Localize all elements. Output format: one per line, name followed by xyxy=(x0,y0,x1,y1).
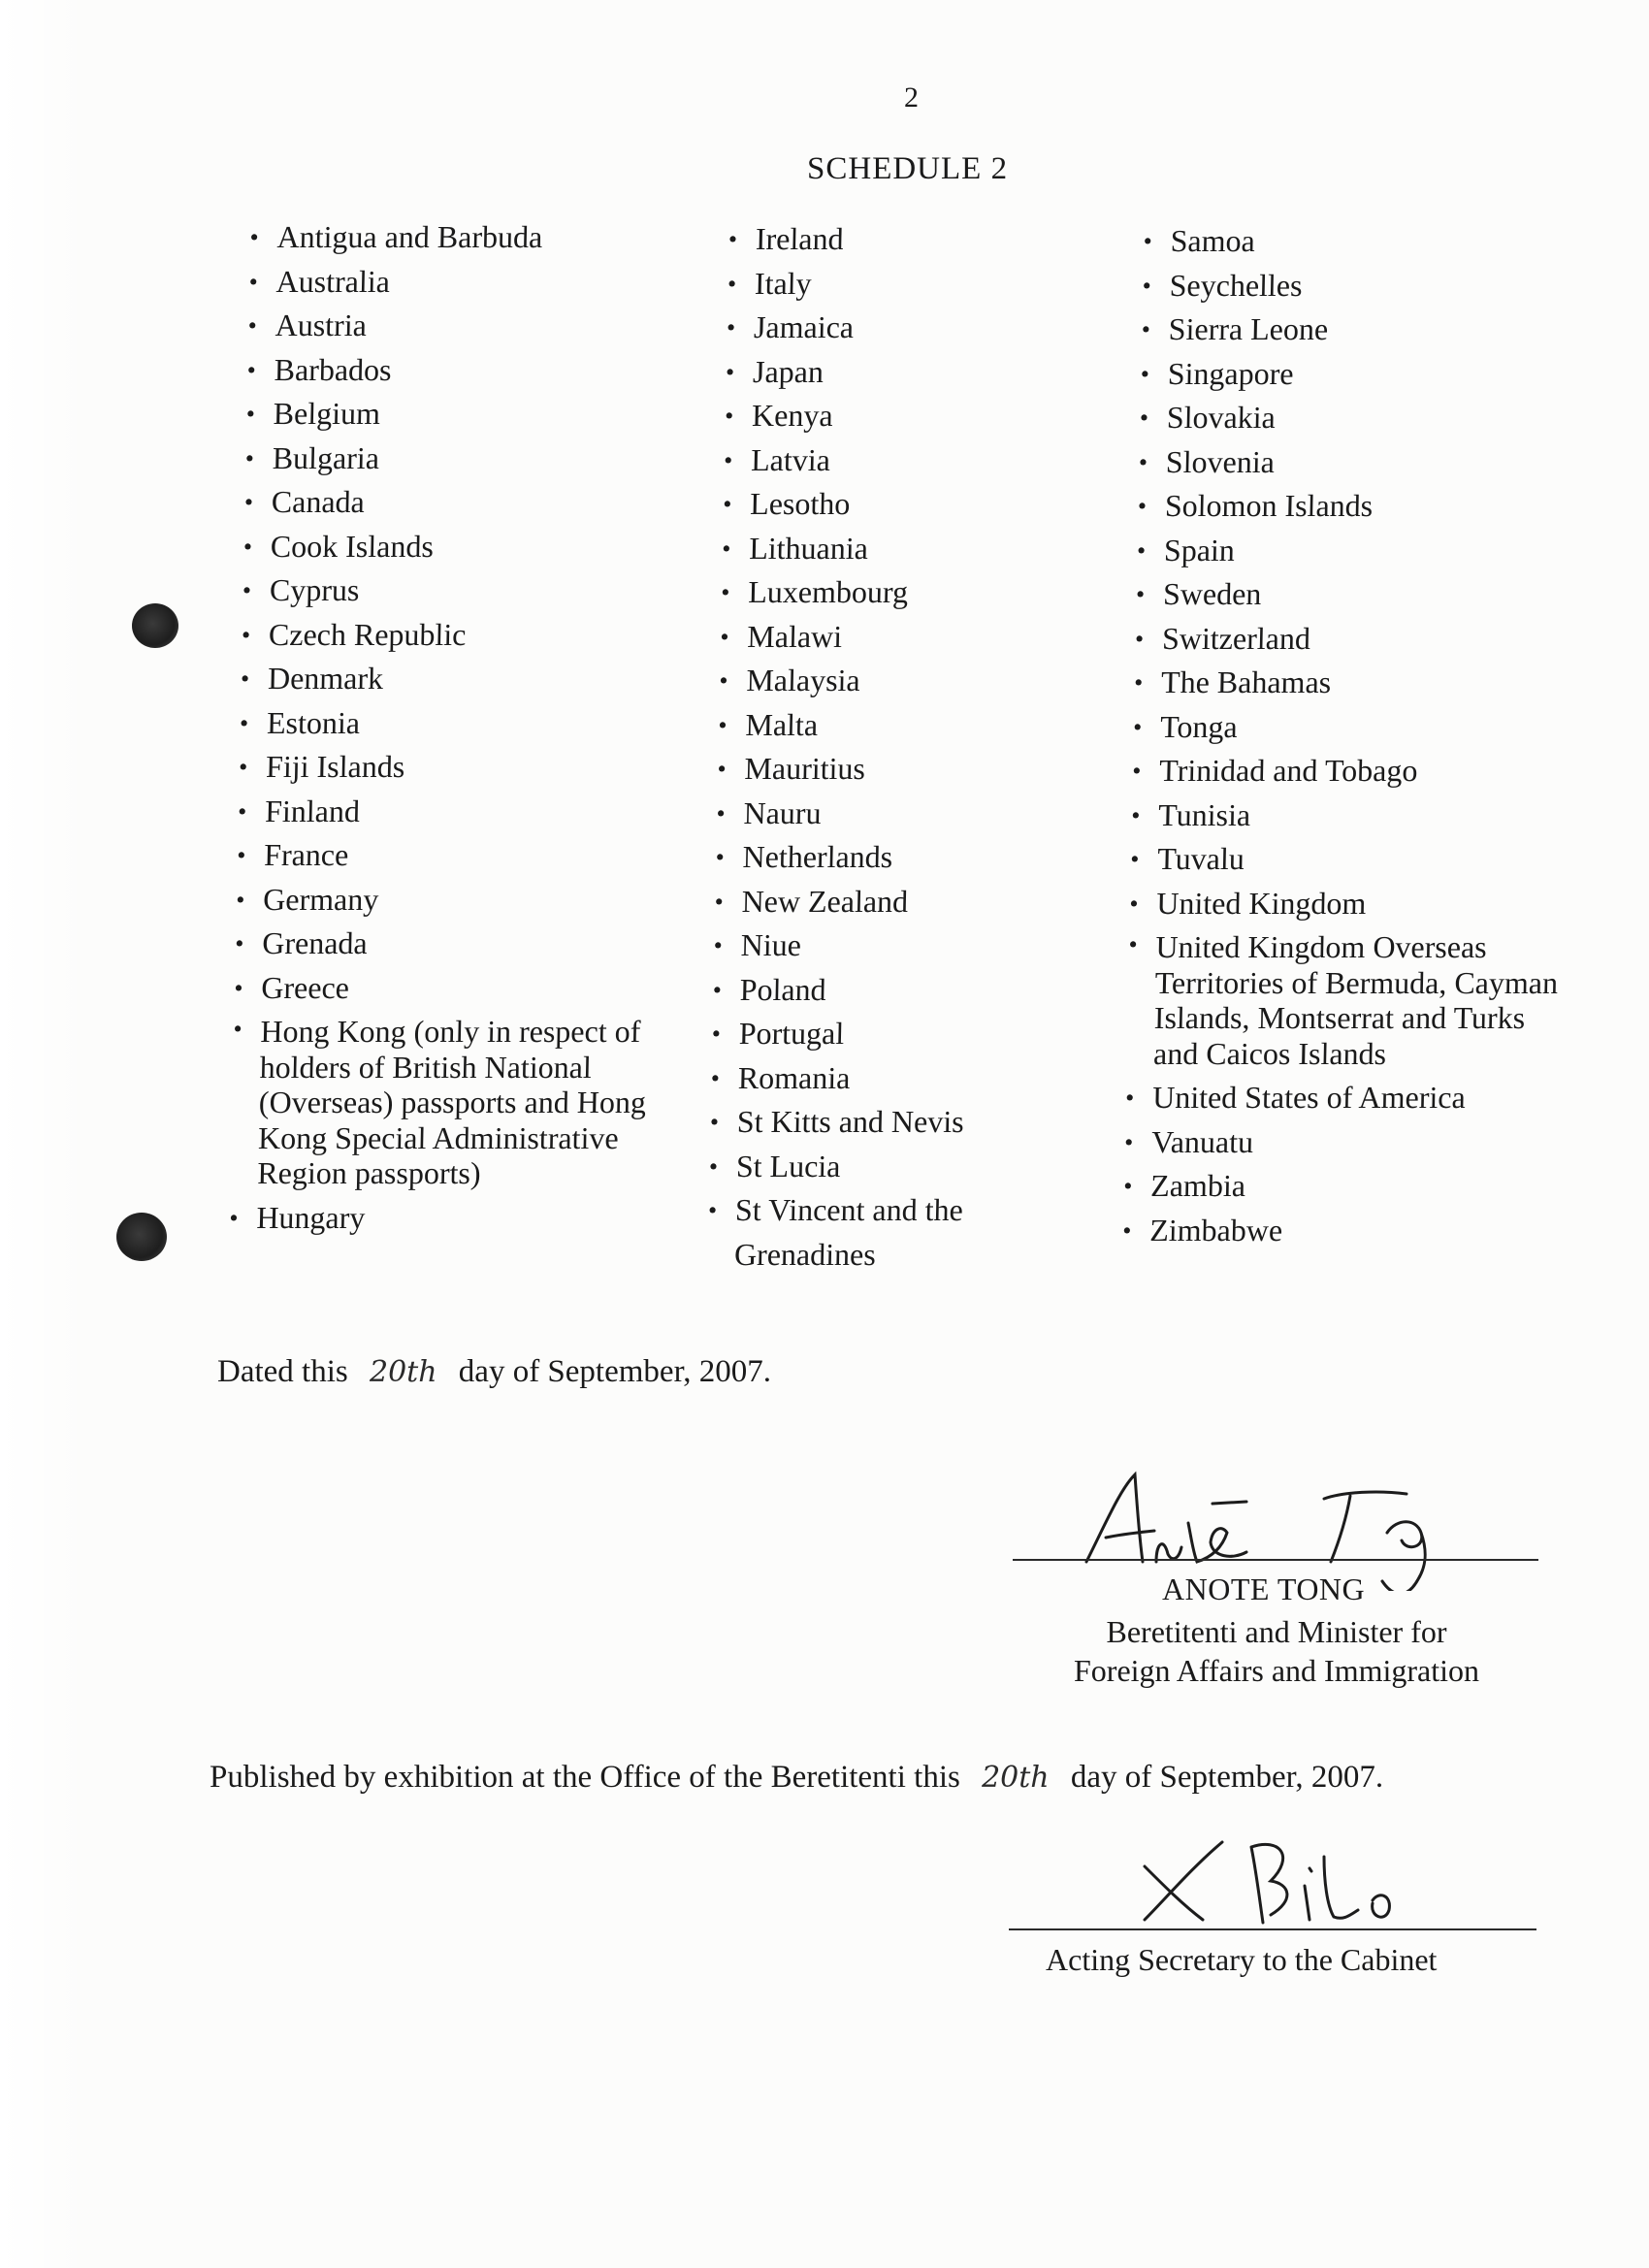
country-list-item: • Bulgaria xyxy=(244,437,701,481)
country-list-item: • Spain xyxy=(1137,529,1584,573)
published-prefix: Published by exhibition at the Office of the Beretitenti this xyxy=(210,1760,960,1795)
country-list-item: • Barbados xyxy=(246,348,703,393)
country-list-item: • Malaysia xyxy=(719,659,1040,703)
country-list-item: • Nauru xyxy=(716,792,1037,836)
country-list-item: • Malawi xyxy=(720,615,1041,660)
scan-edge-left xyxy=(0,0,87,2268)
country-list-item: • New Zealand xyxy=(714,880,1035,924)
signature-line-secretary xyxy=(1009,1928,1536,1930)
country-list-item: • Slovenia xyxy=(1138,440,1585,485)
country-list-item: • Denmark xyxy=(241,657,697,701)
country-list-item: • Switzerland xyxy=(1135,617,1582,662)
country-list-item: • Portugal xyxy=(711,1012,1032,1056)
country-list-column-3 xyxy=(1122,219,1590,1252)
dated-line xyxy=(217,1354,771,1390)
country-list-item: • Australia xyxy=(248,260,705,305)
country-list-item: • Estonia xyxy=(240,701,696,746)
country-list-item: • Ireland xyxy=(728,217,1049,262)
country-list-item: • Tonga xyxy=(1133,705,1580,750)
country-list-item: • St Kitts and Nevis xyxy=(709,1100,1030,1145)
published-suffix: day of September, 2007. xyxy=(1070,1760,1384,1795)
country-list-item: • United Kingdom xyxy=(1129,882,1576,926)
country-list-item: • Grenada xyxy=(235,922,692,966)
country-list-item: • Fiji Islands xyxy=(239,745,695,790)
country-list-item: • Antigua and Barbuda xyxy=(249,215,706,260)
country-list-item: • Germany xyxy=(236,878,693,923)
country-list-item: • Hungary xyxy=(229,1196,686,1241)
country-list-item: • Poland xyxy=(712,968,1033,1013)
country-list-item: • Czech Republic xyxy=(242,613,698,658)
country-list-item: • Hong Kong (only in respect of holders of British National (Overseas) passports and Hong Kong Special Administrative Region passports) xyxy=(230,1010,690,1196)
country-list-item: • Austria xyxy=(247,304,704,348)
country-list-item: • Solomon Islands xyxy=(1137,484,1584,529)
signatory-title-line-1: Beretitenti and Minister for xyxy=(1106,1614,1447,1649)
published-day-handwritten: 20th xyxy=(982,1761,1050,1795)
country-list-item: • Luxembourg xyxy=(721,570,1042,615)
acting-secretary-title: Acting Secretary to the Cabinet xyxy=(1046,1942,1438,1977)
country-list-item: • Belgium xyxy=(245,392,702,437)
country-list-item: • Sierra Leone xyxy=(1141,308,1588,352)
country-list-item: • Sweden xyxy=(1136,572,1583,617)
country-list-item: • Singapore xyxy=(1140,352,1587,397)
country-list-column-1 xyxy=(229,215,706,1240)
country-list-item: • Cook Islands xyxy=(242,525,699,569)
signatory-title-line-2: Foreign Affairs and Immigration xyxy=(1074,1653,1479,1688)
country-list-item: • Malta xyxy=(718,703,1039,748)
country-list-item: • Seychelles xyxy=(1142,264,1589,308)
schedule-title: SCHEDULE 2 xyxy=(807,151,1009,186)
country-list-item: • Slovakia xyxy=(1139,396,1586,440)
country-list-item: • St Lucia xyxy=(708,1145,1029,1189)
page-number: 2 xyxy=(904,81,919,113)
dated-day-handwritten: 20th xyxy=(369,1355,437,1389)
signature-acting-secretary xyxy=(1125,1828,1436,1934)
country-list-item: • Jamaica xyxy=(727,306,1048,350)
dated-suffix: day of September, 2007. xyxy=(458,1354,771,1389)
country-list-item: • France xyxy=(237,833,694,878)
country-list-column-2 xyxy=(707,217,1050,1277)
signatory-title xyxy=(1034,1612,1519,1690)
dated-prefix: Dated this xyxy=(217,1354,348,1389)
country-list-item: • Netherlands xyxy=(715,835,1036,880)
country-list-item: • United States of America xyxy=(1125,1076,1572,1120)
country-list-item: • Canada xyxy=(243,480,700,525)
country-list-item: • St Vincent and the Grenadines xyxy=(707,1188,1029,1277)
country-list-item: • Finland xyxy=(238,790,695,834)
country-list-item: • Niue xyxy=(713,923,1034,968)
country-list-item: • Japan xyxy=(726,350,1047,395)
country-list-item: • The Bahamas xyxy=(1134,661,1581,705)
signatory-name: ANOTE TONG xyxy=(1162,1571,1366,1606)
country-list-item: • Romania xyxy=(710,1056,1031,1101)
punch-hole-mark-upper xyxy=(132,603,178,648)
country-list-item: • Cyprus xyxy=(242,568,698,613)
country-list-item: • Mauritius xyxy=(717,747,1038,792)
country-list-item: • Kenya xyxy=(725,394,1046,438)
country-list-item: • Latvia xyxy=(724,438,1045,483)
signature-line-signatory xyxy=(1013,1559,1538,1561)
country-list-item: • Vanuatu xyxy=(1124,1120,1571,1165)
country-list-item: • Trinidad and Tobago xyxy=(1132,749,1579,794)
country-list-item: • Zimbabwe xyxy=(1122,1209,1569,1253)
country-list-item: • Lithuania xyxy=(722,527,1043,571)
country-list-item: • Samoa xyxy=(1143,219,1590,264)
country-list-item: • Greece xyxy=(234,966,691,1011)
country-list-item: • Zambia xyxy=(1123,1164,1570,1209)
country-list-item: • Tuvalu xyxy=(1130,837,1577,882)
country-list-item: • Tunisia xyxy=(1131,794,1578,838)
country-list-item: • Italy xyxy=(728,262,1049,307)
punch-hole-mark-lower xyxy=(116,1213,167,1261)
country-list-item: • Lesotho xyxy=(723,482,1044,527)
country-list-item: • United Kingdom Overseas Territories of Bermuda, Cayman Islands, Montserrat and Turks and Caicos Islands xyxy=(1126,925,1575,1076)
published-line xyxy=(210,1760,1383,1796)
